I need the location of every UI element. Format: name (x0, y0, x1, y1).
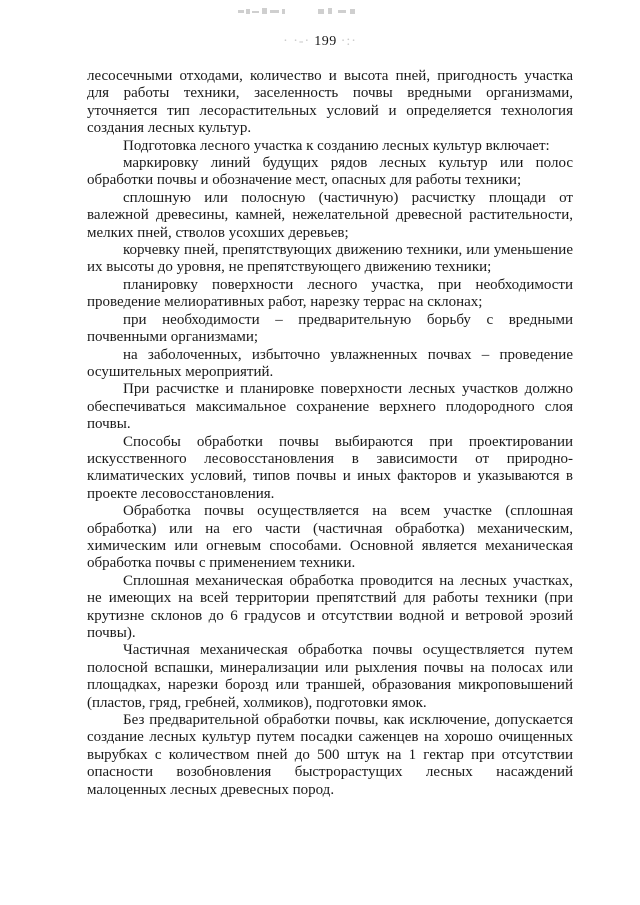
list-item: при необходимости – предварительную борьбу с вредными почвенными организмами; (87, 311, 573, 346)
list-item: корчевку пней, препятствующих движению техники, или уменьшение их высоты до уровня, не препятствующего движению техники; (87, 242, 573, 276)
paragraph: Частичная механическая обработка почвы осуществляется путем полосной вспашки, минерализации или рыхления почвы на полосах или площадках, нарезки борозд или траншей, образования микроповышений (пластов, гряд, гребней, холмиков), подготовки ямок. (87, 642, 573, 711)
paragraph: Обработка почвы осуществляется на всем участке (сплошная обработка) или на его части (частичная обработка) механическим, химическим или огневым способами. Основной является механическая обработка почвы с применением техники. (87, 503, 573, 572)
paragraph: лесосечными отходами, количество и высота пней, пригодность участка для работы техники, заселенность почвы вредными организмами, уточняется тип лесорастительных условий и определяется технология создания лесных культур. (87, 68, 573, 137)
list-item: маркировку линий будущих рядов лесных культур или полос обработки почвы и обозначение мест, опасных для работы техники; (87, 155, 573, 189)
scan-noise (238, 6, 368, 18)
scan-smudge-left: · ·-· (283, 34, 311, 49)
paragraph: Способы обработки почвы выбираются при проектировании искусственного лесовосстановления в зависимости от природно-климатических условий, типов почвы и иных факторов и указываются в проекте лесовосстановления. (87, 433, 573, 502)
list-item: на заболоченных, избыточно увлажненных почвах – проведение осушительных мероприятий. (87, 346, 573, 380)
paragraph: При расчистке и планировке поверхности лесных участков должно обеспечиваться максимальное сохранение верхнего плодородного слоя почвы. (87, 381, 573, 433)
page-number: 199 (314, 34, 337, 49)
paragraph: Сплошная механическая обработка проводится на лесных участках, не имеющих на всей территории препятствий для работы техники (при крутизне склонов до 6 градусов и отсутствии водной и ветровой эрозий почвы). (87, 572, 573, 641)
list-item: сплошную или полосную (частичную) расчистку площади от валежной древесины, камней, нежелательной древесной растительности, мелких пней, стволов усохших деревьев; (87, 189, 573, 241)
document-body (87, 68, 573, 799)
paragraph: Подготовка лесного участка к созданию лесных культур включает: (123, 137, 550, 154)
list-item: планировку поверхности лесного участка, при необходимости проведение мелиоративных работ, нарезку террас на склонах; (87, 276, 573, 311)
paragraph: Без предварительной обработки почвы, как исключение, допускается создание лесных культур путем посадки саженцев на хорошо очищенных вырубках с количеством пней до 500 штук на 1 гектар при отсутствии опасности возобновления быстрорастущих лесных насаждений малоценных лесных древесных пород. (87, 712, 573, 798)
page-number-line (0, 34, 640, 50)
scan-smudge-right: ·:· (340, 34, 357, 49)
